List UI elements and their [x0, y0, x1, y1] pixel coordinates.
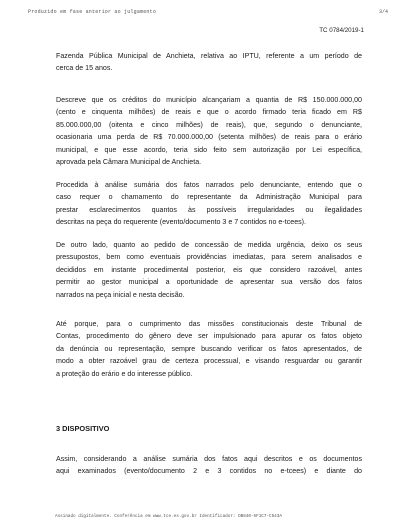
paragraph-line: (cento e cinquenta milhões) de reais e que o acordo firmado teria ficado em R$	[56, 108, 362, 117]
paragraph-line: Assim, considerando a análise sumária dos fatos aqui descritos e os documentos	[56, 455, 362, 463]
paragraph-line: aprovada pela Câmara Municipal de Anchieta.	[56, 158, 202, 167]
paragraph-credits	[56, 94, 362, 168]
tc-number: TC 0784/2019-1	[319, 27, 364, 34]
paragraph-line: permitir ao gestor municipal a oportunidade de apresentar sua versão dos fatos	[56, 278, 362, 287]
paragraph-line: De outro lado, quanto ao pedido de concessão de medida urgência, deixo os seus	[56, 241, 362, 249]
paragraph-line: decididos em instante procedimental posterior, eis que considero razoável, antes	[56, 265, 362, 274]
paragraph-analysis	[56, 179, 362, 229]
paragraph-urgency	[56, 239, 362, 301]
paragraph-line: Fazenda Pública Municipal de Anchieta, relativa ao IPTU, referente a um período de	[56, 52, 362, 60]
paragraph-line: pressupostos, bem como eventuais providências imediatas, para serem analisados e	[56, 253, 362, 262]
paragraph-line: Procedida à análise sumária dos fatos narrados pelo denunciante, entendo que o	[56, 181, 362, 189]
paragraph-mission	[56, 318, 362, 380]
paragraph-line: prestar esclarecimentos quantos às possíveis irregularidades ou ilegalidades	[56, 205, 362, 214]
section-heading: 3 DISPOSITIVO	[56, 424, 110, 433]
page-number: 3/4	[378, 9, 388, 15]
paragraph-line: a proteção do erário e do interesse público.	[56, 369, 193, 378]
paragraph-line: Descreve que os créditos do município alcançariam a quantia de R$ 150.000.000,00	[56, 96, 362, 104]
paragraph-line: narrados na peça inicial e nesta decisão.	[56, 290, 185, 299]
paragraph-line: cerca de 15 anos.	[56, 64, 113, 73]
paragraph-line: 85.000.000,00 (oitenta e cinco milhões) de reais), que, segundo o denunciante,	[56, 120, 362, 129]
paragraph-line: Até porque, para o cumprimento das missões constitucionais deste Tribunal de	[56, 320, 362, 328]
paragraph-line: descritas na peça do requerente (evento/documento 3 e 7 contidos no e-tcees).	[56, 218, 307, 227]
paragraph-line: da denúncia ou representação, sempre buscando verificar os fatos apresentados, de	[56, 344, 362, 353]
footer-signature: Assinado digitalmente. Conferência em www.tce.es.gov.br Identificador: DB840-5F1C7-C543A	[55, 514, 282, 519]
paragraph-line: caso requer o chamamento do representante da Administração Municipal para	[56, 193, 362, 202]
paragraph-intro	[56, 50, 362, 75]
paragraph-dispositivo	[56, 453, 362, 478]
paragraph-line: aqui examinados (evento/documento 2 e 3 contidos no e-tcees) e diante do	[56, 467, 362, 476]
paragraph-line: modo a obter razoável grau de certeza processual, e visando resguardar ou garantir	[56, 357, 362, 366]
header-watermark: Produzido em fase anterior ao julgamento	[28, 9, 157, 15]
paragraph-line: ocasionaria uma perda de R$ 70.000.000,00 (setenta milhões) de reais para o erário	[56, 133, 362, 142]
paragraph-line: municipal, e que esse acordo, teria sido feito sem autorização por Lei específica,	[56, 145, 362, 154]
paragraph-line: Contas, procedimento do gênero deve ser impulsionado para apurar os fatos objeto	[56, 332, 362, 341]
